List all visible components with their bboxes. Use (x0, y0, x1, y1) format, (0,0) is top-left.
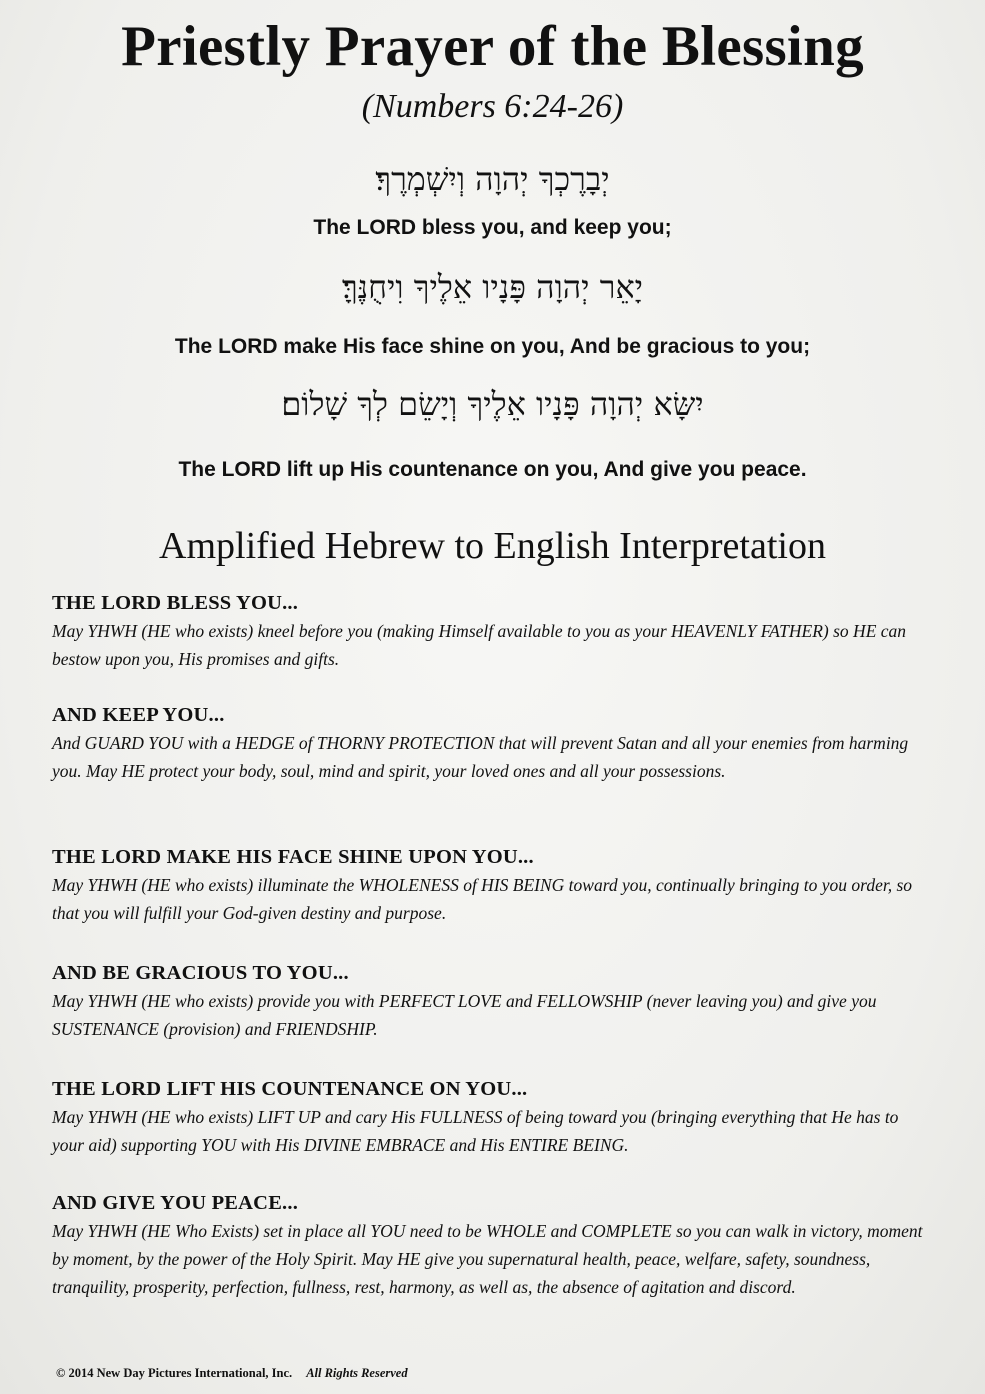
entry-heading: AND GIVE YOU PEACE... (52, 1192, 299, 1214)
entry-heading: THE LORD LIFT HIS COUNTENANCE ON YOU... (52, 1078, 528, 1100)
copyright-text: © 2014 New Day Pictures International, Inc. (56, 1366, 293, 1380)
rights-text: All Rights Reserved (306, 1366, 408, 1380)
scripture-reference: (Numbers 6:24-26) (361, 88, 624, 125)
entry-heading: THE LORD BLESS YOU... (52, 592, 299, 614)
entry-heading: AND BE GRACIOUS TO YOU... (52, 962, 349, 984)
interpretation-entry (50, 1192, 930, 1301)
interpretation-entry (50, 846, 930, 927)
section-title: Amplified Hebrew to English Interpretation (159, 525, 826, 567)
page-title: Priestly Prayer of the Blessing (121, 15, 864, 78)
hebrew-verse-1: יְבָרֶכְךָ יְהוָה וְיִשְׁמְרֶךָ׃ (375, 160, 610, 198)
interpretation-entry (50, 1078, 930, 1159)
entry-body: May YHWH (HE Who Exists) set in place all YOU need to be WHOLE and COMPLETE so you can walk in victory, moment by moment, by the power of the Holy Spirit. May HE give you supernatural health, peace, welfare, safety, soundness, tranquility, prosperity, perfection, fullness, rest, harmony, as well as, the absence of agitation and discord. (52, 1221, 923, 1297)
interpretation-entry (50, 704, 930, 785)
copyright-footer (56, 1366, 408, 1381)
entry-heading: AND KEEP YOU... (52, 704, 225, 726)
entry-body: May YHWH (HE who exists) LIFT UP and cary His FULLNESS of being toward you (bringing everything that He has to your aid) supporting YOU with His DIVINE EMBRACE and His ENTIRE BEING. (52, 1107, 899, 1155)
hebrew-verse-3: יִשָּׂא יְהוָה פָּנָיו אֵלֶיךָ וְיָשֵׂם לְךָ שָׁלוֹם׃ (281, 385, 704, 423)
entry-body: May YHWH (HE who exists) illuminate the WHOLENESS of HIS BEING toward you, continually bringing to you order, so that you will fulfill your God-given destiny and purpose. (52, 875, 913, 923)
interpretation-entry (50, 962, 930, 1043)
english-verse-1: The LORD bless you, and keep you; (313, 216, 672, 239)
entry-body: May YHWH (HE who exists) kneel before you (making Himself available to you as your HEAVENLY FATHER) so HE can bestow upon you, His promises and gifts. (52, 621, 907, 669)
interpretation-entry (50, 592, 930, 673)
english-verse-3: The LORD lift up His countenance on you, And give you peace. (178, 458, 807, 481)
entry-body: And GUARD YOU with a HEDGE of THORNY PROTECTION that will prevent Satan and all your enemies from harming you. May HE protect your body, soul, mind and spirit, your loved ones and all your possessions. (52, 733, 909, 781)
hebrew-verse-2: יָאֵר יְהוָה פָּנָיו אֵלֶיךָ וִיחֻנֶּךָּ׃ (341, 268, 644, 306)
entry-body: May YHWH (HE who exists) provide you with PERFECT LOVE and FELLOWSHIP (never leaving you) and give you SUSTENANCE (provision) and FRIENDSHIP. (52, 991, 877, 1039)
entry-heading: THE LORD MAKE HIS FACE SHINE UPON YOU... (52, 846, 534, 868)
english-verse-2: The LORD make His face shine on you, And be gracious to you; (174, 335, 811, 358)
